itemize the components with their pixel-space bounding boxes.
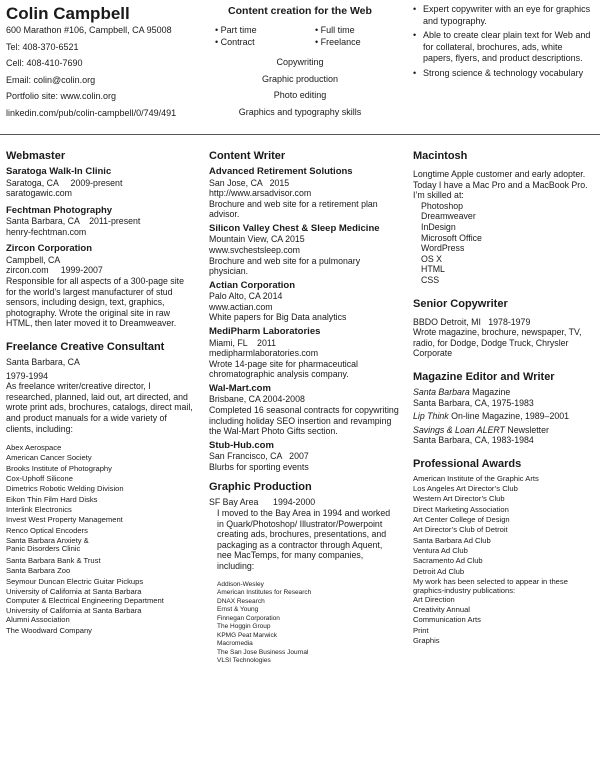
award-item: Art Center College of Design <box>413 515 510 525</box>
person-name: Colin Campbell <box>6 4 130 23</box>
client-item: The Woodward Company <box>6 626 92 636</box>
job-link[interactable]: www.svchestsleep.com <box>209 244 300 255</box>
job-description: Wrote 14-page site for pharmaceutical chromatographic analysis company. <box>209 358 358 380</box>
macintosh-intro: Longtime Apple customer and early adopter. Today I have a Mac Pro and a MacBook Pro. I’m skilled at: <box>413 169 588 201</box>
job-link[interactable]: www.actian.com <box>209 301 273 312</box>
job-description: As freelance writer/creative director, I researched, planned, laid out, art directed, and wrote print ads, brochures, catalogs, direct mail, and product manuals for a wide variety of clients, including: <box>6 381 193 434</box>
software-skill: InDesign <box>421 221 456 232</box>
award-item: Sacramento Ad Club <box>413 556 483 566</box>
employer-name: Silicon Valley Chest & Sleep Medicine <box>209 222 380 234</box>
client-item: Cox-Uphoff Silicone <box>6 474 73 484</box>
publication-item: Art Direction <box>413 594 455 604</box>
client-item: Abex Aerospace <box>6 443 62 453</box>
client-item: Santa Barbara Bank & Trust <box>6 556 101 566</box>
employer-name: Fechtman Photography <box>6 204 113 216</box>
company-item: American Institutes for Research <box>217 589 312 597</box>
award-item: Direct Marketing Association <box>413 504 509 514</box>
job-description: I moved to the Bay Area in 1994 and worked in Quark/Photoshop/ Illustrator/Powerpoint creating ads, brochures, presentations, and packaging as a contractor through Aquent, nee MacTemps, for many companies, including: <box>217 508 391 572</box>
job-detail: Santa Barbara, CA <box>6 357 80 368</box>
content-creation-title: Content creation for the Web <box>228 5 372 17</box>
summary-item: • Able to create clear plain text for Web and for collateral, brochures, ads, white papers, flyers, and product descriptions. <box>413 30 595 65</box>
right-column <box>413 150 596 646</box>
freelance-heading: Freelance Creative Consultant <box>6 341 165 354</box>
client-item: American Cancer Society <box>6 453 92 463</box>
job-link[interactable]: henry-fechtman.com <box>6 226 87 237</box>
linkedin-link[interactable]: linkedin.com/pub/colin-campbell/0/749/491 <box>6 107 177 118</box>
software-skill: CSS <box>421 274 440 285</box>
client-item: Santa Barbara Anxiety & Panic Disorders Clinic <box>6 535 89 554</box>
magazine-item: Lip Think On-line Magazine, 1989–2001 <box>413 411 570 422</box>
software-skill: Microsoft Office <box>421 232 482 243</box>
skill-item: Photo editing <box>273 90 327 100</box>
employer-name: Stub-Hub.com <box>209 439 274 451</box>
client-item: Brooks Institute of Photography <box>6 463 112 473</box>
software-skill: OS X <box>421 253 443 264</box>
work-type-item: • Part time <box>215 25 257 35</box>
publication-item: Print <box>413 625 429 635</box>
graphic-production-heading: Graphic Production <box>209 481 312 494</box>
job-description: White papers for Big Data analytics <box>209 312 347 323</box>
company-item: VLSI Technologies <box>217 657 271 665</box>
job-link[interactable]: saratogawic.com <box>6 188 73 199</box>
job-link[interactable]: zircon.com 1999-2007 <box>6 265 103 276</box>
job-detail: San Francisco, CA 2007 <box>209 451 309 462</box>
job-description: Responsible for all aspects of a 300-page site for the world’s largest manufacturer of stud sensors, including design, text, graphics, photography. Wrote the original site in raw HTML, then later moved it to Dreamweaver. <box>6 276 184 329</box>
job-description: Blurbs for sporting events <box>209 461 309 472</box>
job-link[interactable]: http://www.arsadvisor.com <box>209 188 312 199</box>
senior-copywriter-heading: Senior Copywriter <box>413 297 508 310</box>
client-item: Eikon Thin Film Hard Disks <box>6 494 98 504</box>
award-item: Art Director’s Club of Detroit <box>413 525 508 535</box>
employer-name: MediPharm Laboratories <box>209 326 321 338</box>
company-item: Finnegan Corporation <box>217 614 280 622</box>
left-column <box>6 150 196 637</box>
software-skill: Photoshop <box>421 200 464 211</box>
content-writer-heading: Content Writer <box>209 150 286 162</box>
job-detail: BBDO Detroit, MI 1978-1979 <box>413 316 531 327</box>
publication-item: Communication Arts <box>413 615 481 625</box>
client-item: Invest West Property Management <box>6 515 123 525</box>
job-link[interactable]: medipharmlaboratories.com <box>209 348 319 359</box>
award-item: Ventura Ad Club <box>413 545 468 555</box>
company-item: KPMG Peat Marwick <box>217 631 277 639</box>
publications-intro: My work has been selected to appear in these graphics-industry publications: <box>413 576 568 595</box>
client-item: Seymour Duncan Electric Guitar Pickups <box>6 576 144 586</box>
software-skill: Dreamweaver <box>421 211 476 222</box>
job-detail: San Jose, CA 2015 <box>209 177 290 188</box>
contact-block <box>6 4 206 120</box>
company-item: Ernst & Young <box>217 606 259 614</box>
work-type-item: • Freelance <box>315 37 361 47</box>
company-item: DNAX Research <box>217 597 265 605</box>
summary-block <box>413 4 595 82</box>
job-detail: SF Bay Area 1994-2000 <box>209 497 316 508</box>
job-dates: 1979-1994 <box>6 370 49 381</box>
work-type-item: • Full time <box>315 25 355 35</box>
employer-name: Saratoga Walk-In Clinic <box>6 166 112 177</box>
employer-name: Wal-Mart.com <box>209 382 271 394</box>
job-detail: Saratoga, CA 2009-present <box>6 177 123 188</box>
job-detail: Santa Barbara, CA 2011-present <box>6 216 141 227</box>
skill-item: Graphics and typography skills <box>238 106 362 117</box>
award-item: Detroit Ad Club <box>413 566 465 576</box>
client-item: University of California at Santa Barbara Computer & Electrical Engineering Department <box>6 586 164 605</box>
company-item: The San Jose Business Journal <box>217 648 309 656</box>
client-item: Interlink Electronics <box>6 504 72 514</box>
summary-item: • Expert copywriter with an eye for graphics and typography. <box>413 4 595 27</box>
webmaster-heading: Webmaster <box>6 150 66 162</box>
client-item: Renco Optical Encoders <box>6 525 88 535</box>
job-description: Completed 16 seasonal contracts for copywriting including holiday SEO insertion and revamping the Wal-Mart Photo Gifts section. <box>209 405 399 437</box>
portfolio-link[interactable]: Portfolio site: www.colin.org <box>6 91 117 101</box>
magazine-heading: Magazine Editor and Writer <box>413 370 555 383</box>
macintosh-heading: Macintosh <box>413 150 468 162</box>
software-skill: WordPress <box>421 243 465 254</box>
magazine-item: Savings & Loan ALERT Newsletter <box>413 424 549 435</box>
company-item: Macromedia <box>217 640 253 648</box>
company-item: Addison-Wesley <box>217 580 264 588</box>
header-divider <box>0 134 600 135</box>
job-detail: Brisbane, CA 2004-2008 <box>209 394 305 405</box>
job-description: Wrote magazine, brochure, newspaper, TV, radio, for Dodge, Dodge Truck, Chrysler Corporate <box>413 327 582 359</box>
client-item: Dimetrics Robotic Welding Division <box>6 484 124 494</box>
employer-name: Advanced Retirement Solutions <box>209 166 353 177</box>
address: 600 Marathon #106, Campbell, CA 95008 <box>6 25 172 35</box>
job-detail: Campbell, CA <box>6 254 61 265</box>
job-description: Brochure and web site for a retirement plan advisor. <box>209 198 378 220</box>
client-list <box>6 443 196 636</box>
awards-heading: Professional Awards <box>413 457 522 470</box>
job-detail: Miami, FL 2011 <box>209 337 276 348</box>
client-item: Santa Barbara Zoo <box>6 566 71 576</box>
work-type-item: • Contract <box>215 37 255 47</box>
skill-item: Graphic production <box>261 73 339 84</box>
phone-cell: Cell: 408-410-7690 <box>6 58 83 68</box>
company-item: The Hoggin Group <box>217 623 271 631</box>
email[interactable]: Email: colin@colin.org <box>6 74 96 85</box>
publication-item: Creativity Annual <box>413 605 470 615</box>
middle-column <box>209 150 399 666</box>
award-item: American Institute of the Graphic Arts <box>413 473 539 483</box>
employer-name: Zircon Corporation <box>6 243 93 255</box>
software-skill: HTML <box>421 264 445 275</box>
job-detail: Palo Alto, CA 2014 <box>209 291 283 302</box>
content-creation-block <box>210 4 390 120</box>
summary-item: • Strong science & technology vocabulary <box>413 68 595 80</box>
employer-name: Actian Corporation <box>209 279 296 291</box>
magazine-item: Santa Barbara Magazine <box>413 386 511 397</box>
publication-item: Graphis <box>413 636 440 646</box>
award-item: Los Angeles Art Director’s Club <box>413 484 518 494</box>
award-item: Santa Barbara Ad Club <box>413 535 491 545</box>
magazine-detail: Santa Barbara, CA, 1975-1983 <box>413 397 534 408</box>
client-item: University of California at Santa Barbara Alumni Association <box>6 606 142 624</box>
job-detail: Mountain View, CA 2015 <box>209 234 305 245</box>
job-description: Brochure and web site for a pulmonary physician. <box>209 255 361 277</box>
phone-tel: Tel: 408-370-6521 <box>6 41 79 52</box>
skill-item: Copywriting <box>276 57 324 67</box>
magazine-detail: Santa Barbara, CA, 1983-1984 <box>413 435 534 446</box>
award-item: Western Art Director’s Club <box>413 494 505 504</box>
